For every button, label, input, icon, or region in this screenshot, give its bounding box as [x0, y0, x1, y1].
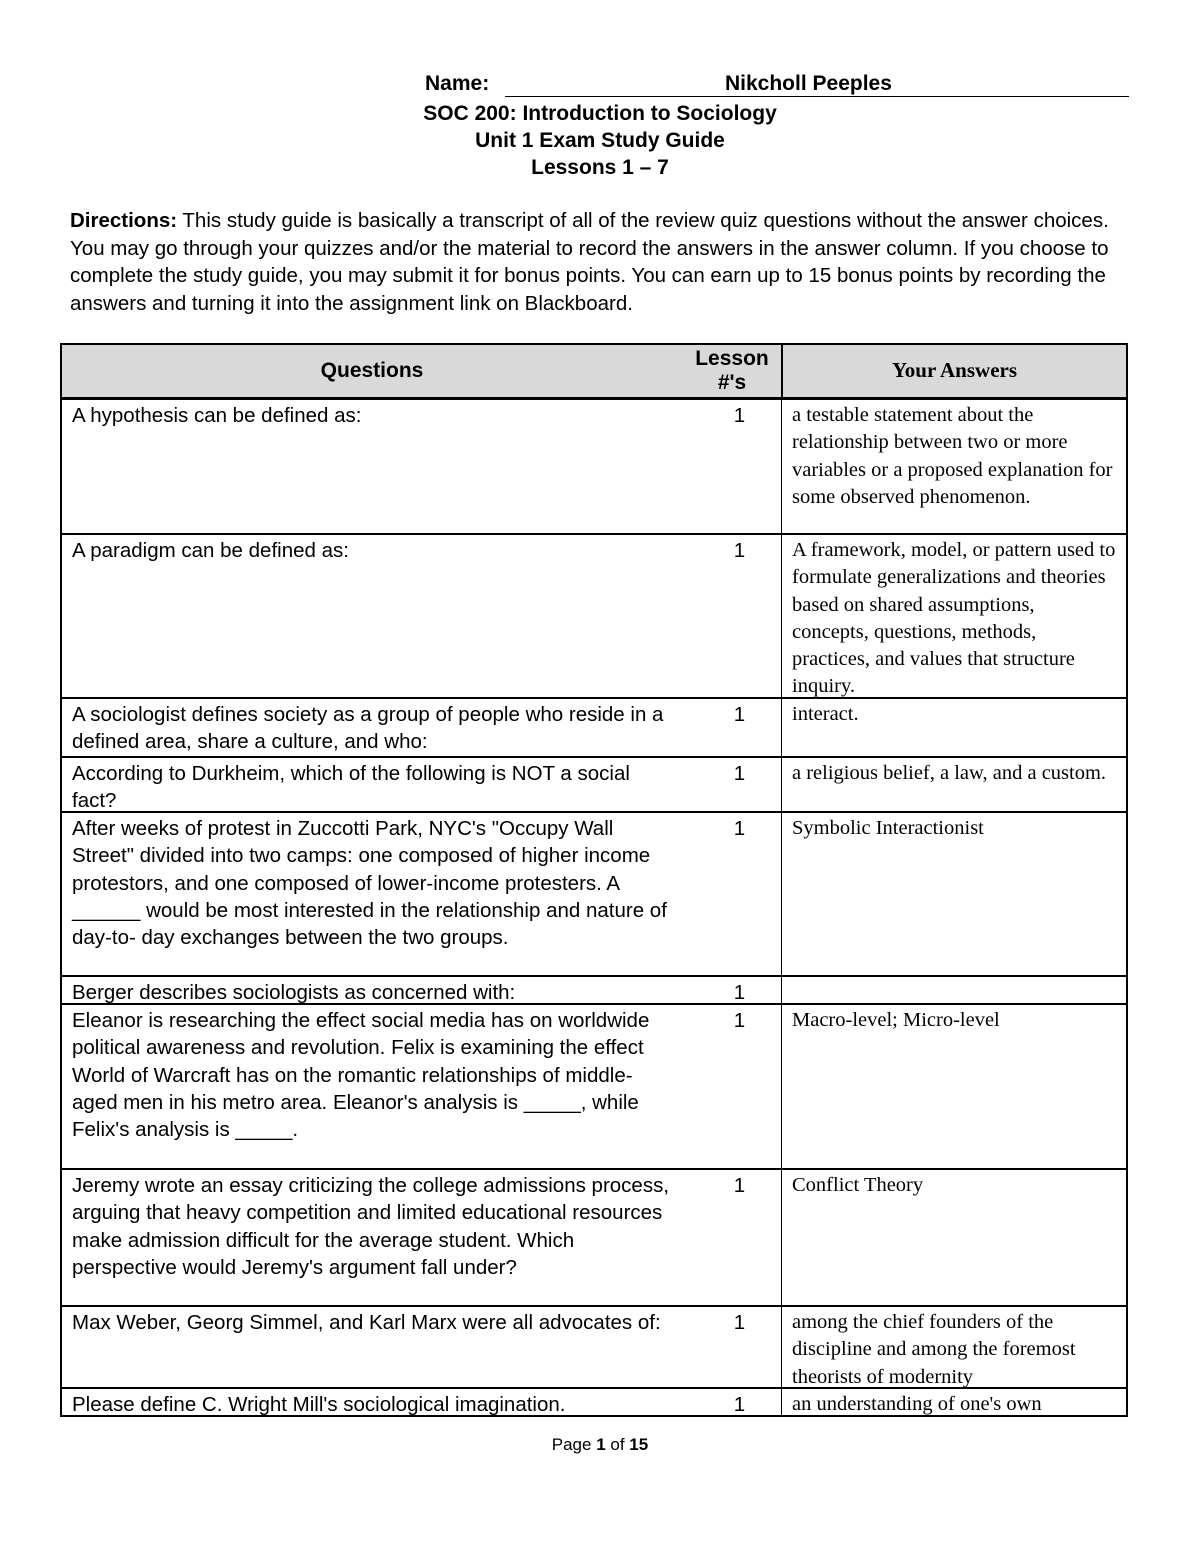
header-answers: Your Answers [781, 345, 1126, 397]
of-label: of [605, 1435, 630, 1454]
guide-title: Unit 1 Exam Study Guide [475, 129, 725, 152]
header-lesson-line1: Lesson [695, 347, 769, 370]
table-row [62, 400, 1126, 535]
table-row [62, 813, 1126, 977]
answer-cell: a testable statement about the relationship between two or more variables or a proposed explanation for some observed phenomenon. [781, 400, 1126, 533]
lesson-cell: 1 [733, 762, 746, 785]
answer-cell: among the chief founders of the discipline and among the foremost theorists of modernity [781, 1307, 1126, 1387]
answer-cell: interact. [781, 699, 1126, 756]
answer-cell: Conflict Theory [781, 1170, 1126, 1305]
header-lesson [682, 345, 782, 397]
table-row [62, 977, 1126, 1005]
lesson-cell: 1 [733, 1393, 746, 1416]
table-row [62, 1005, 1126, 1170]
lesson-cell: 1 [733, 703, 746, 726]
header-questions: Questions [320, 359, 424, 383]
name-label: Name: [425, 72, 490, 95]
answer-cell: A framework, model, or pattern used to formulate generalizations and theories based on shared assumptions, concepts, questions, methods, practices, and values that structure inquiry. [781, 535, 1126, 697]
header-lesson-line2: #'s [717, 371, 747, 394]
page-footer [0, 1435, 1200, 1455]
lesson-cell: 1 [733, 404, 746, 427]
question-cell: After weeks of protest in Zuccotti Park, NYC's "Occupy Wall Street" divided into two camps: one composed of higher income protestors, and one composed of lower-income protesters. A ______ would be most interested in the relationship and nature of day-to- day exchanges between the two groups. [72, 817, 667, 950]
lesson-cell: 1 [733, 817, 746, 840]
table-row [62, 758, 1126, 813]
question-cell: Max Weber, Georg Simmel, and Karl Marx were all advocates of: [72, 1311, 661, 1334]
table-header-row [60, 343, 1128, 400]
question-cell: According to Durkheim, which of the following is NOT a social fact? [72, 762, 630, 813]
course-title: SOC 200: Introduction to Sociology [423, 102, 777, 125]
page-label: Page [551, 1435, 597, 1454]
table-row [62, 1170, 1126, 1307]
question-cell: Eleanor is researching the effect social media has on worldwide political awareness and revolution. Felix is examining the effect World of Warcraft has on the romantic relationships of middle-aged men in his metro area. Eleanor's analysis is _____, while Felix's analysis is _____. [72, 1009, 650, 1142]
directions [70, 207, 1130, 317]
question-cell: Please define C. Wright Mill's sociological imagination. [72, 1393, 566, 1416]
answer-cell: a religious belief, a law, and a custom. [781, 758, 1126, 811]
lessons-range: Lessons 1 – 7 [531, 156, 669, 179]
answer-cell [781, 977, 1126, 1003]
page-total: 15 [629, 1435, 649, 1454]
directions-text: This study guide is basically a transcript of all of the review quiz questions without the answer choices. You may go through your quizzes and/or the material to record the answers in the answer column. If you choose to complete the study guide, you may submit it for bonus points. You can earn up to 15 bonus points by recording the answers and turning it into the assignment link on Blackboard. [70, 209, 1109, 315]
lesson-cell: 1 [733, 1174, 746, 1197]
lesson-cell: 1 [733, 981, 746, 1004]
lesson-cell: 1 [733, 539, 746, 562]
name-field [425, 72, 1129, 98]
question-cell: Berger describes sociologists as concerned with: [72, 981, 516, 1004]
table-row [62, 699, 1126, 758]
answer-cell: an understanding of one's own [781, 1389, 1126, 1415]
lesson-cell: 1 [733, 1009, 746, 1032]
table-row [62, 535, 1126, 699]
question-cell: A hypothesis can be defined as: [72, 404, 362, 427]
study-guide-table [60, 343, 1128, 1417]
question-cell: Jeremy wrote an essay criticizing the college admissions process, arguing that heavy competition and limited educational resources make admission difficult for the average student. Which perspective would Jeremy's argument fall under? [72, 1174, 670, 1279]
page-number: 1 [596, 1435, 606, 1454]
lesson-cell: 1 [733, 1311, 746, 1334]
name-value: Nikcholl Peeples [725, 72, 892, 95]
table-row [62, 1307, 1126, 1389]
directions-label: Directions: [70, 209, 178, 232]
question-cell: A sociologist defines society as a group of people who reside in a defined area, share a culture, and who: [72, 703, 664, 754]
table-row [62, 1389, 1126, 1417]
question-cell: A paradigm can be defined as: [72, 539, 349, 562]
answer-cell: Macro-level; Micro-level [781, 1005, 1126, 1168]
answer-cell: Symbolic Interactionist [781, 813, 1126, 975]
